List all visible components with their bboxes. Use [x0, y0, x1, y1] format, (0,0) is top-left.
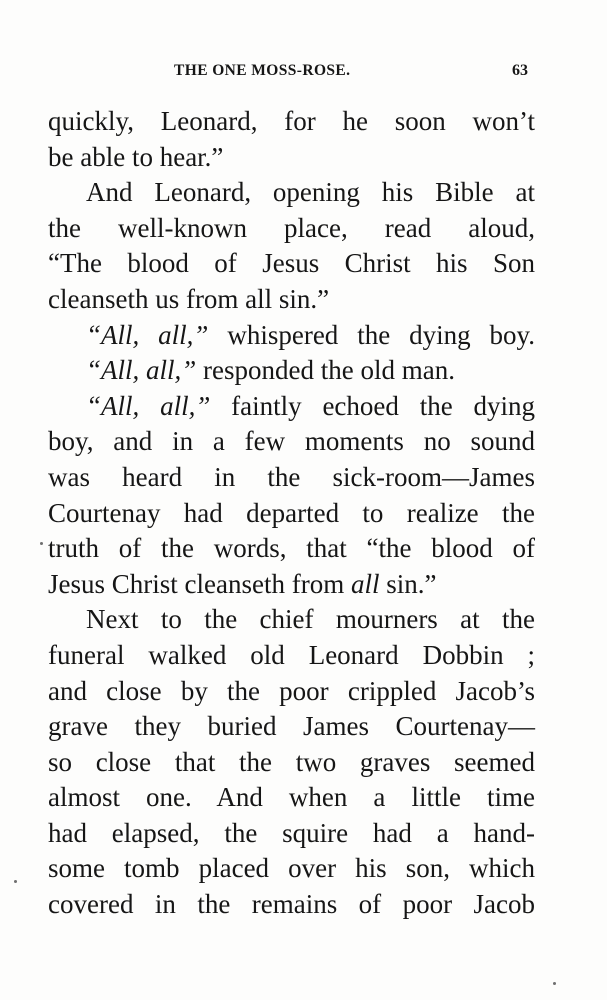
text-line-7 [48, 318, 535, 354]
text-line-22: some tomb placed over his son, which [48, 853, 535, 884]
text-line-18: grave they buried James Courtenay— [48, 711, 535, 742]
text-line-21: had elapsed, the squire had a hand- [48, 817, 535, 848]
line-start: Jesus Christ cleanseth from [48, 568, 351, 599]
quoted-exclamation: “All, all,” [86, 355, 197, 386]
quoted-exclamation: “All, all,” [86, 390, 211, 421]
text-line-11: was heard in the sick-room—James [48, 461, 535, 492]
line-remainder: responded the old man. [196, 355, 455, 386]
text-line-13: truth of the words, that “the blood of [48, 533, 535, 564]
quoted-exclamation: “All, all,” [86, 319, 209, 350]
paper-speck [14, 880, 17, 883]
text-line-8 [48, 353, 535, 389]
text-line-9 [48, 389, 535, 425]
text-line-17: and close by the poor crippled Jacob’s [48, 675, 535, 706]
text-line-23: covered in the remains of poor Jacob [48, 889, 535, 920]
text-line-3: And Leonard, opening his Bible at [86, 177, 535, 208]
text-line-1: quickly, Leonard, for he soon won’t [48, 106, 535, 136]
text-line-2: be able to hear.” [48, 141, 224, 172]
text-line-10: boy, and in a few moments no sound [48, 426, 535, 457]
text-line-5: “The blood of Jesus Christ his Son [48, 248, 535, 279]
emphasized-word: all [350, 568, 380, 599]
text-line-4: the well-known place, read aloud, [48, 212, 535, 243]
body-text [48, 104, 535, 923]
running-head [0, 62, 607, 86]
line-remainder: whispered the dying boy. [208, 319, 535, 350]
paper-speck [40, 542, 43, 545]
text-line-20: almost one. And when a little time [48, 782, 535, 813]
text-line-14 [48, 567, 535, 603]
text-line-6: cleanseth us from all sin.” [48, 283, 330, 314]
paper-speck [553, 982, 556, 985]
line-remainder: faintly echoed the dying [210, 390, 535, 421]
text-line-19: so close that the two graves seemed [48, 746, 535, 777]
page-number: 63 [512, 62, 528, 79]
text-line-15: Next to the chief mourners at the [86, 604, 535, 635]
line-end: sin.” [379, 568, 437, 599]
running-title: THE ONE MOSS-ROSE. [174, 62, 351, 79]
text-line-12: Courtenay had departed to realize the [48, 497, 535, 528]
text-line-16: funeral walked old Leonard Dobbin ; [48, 639, 535, 670]
